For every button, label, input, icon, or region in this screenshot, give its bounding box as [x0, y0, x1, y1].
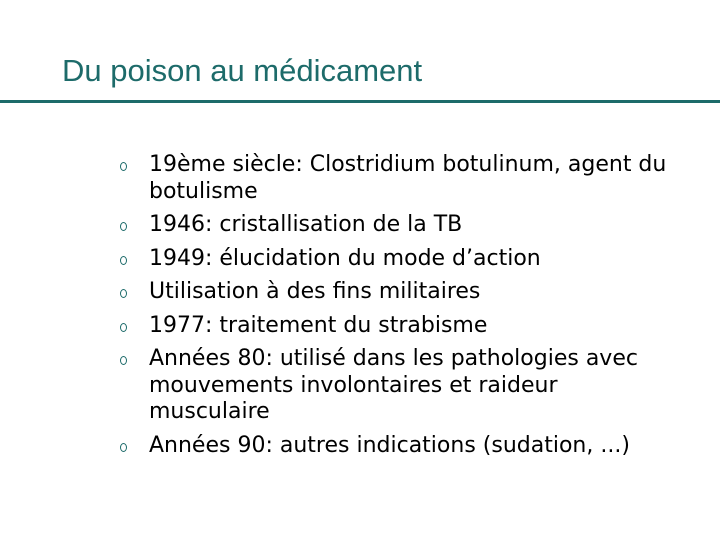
bullet-item: [120, 279, 680, 306]
bullet-list: [120, 152, 680, 466]
bullet-text: 1949: élucidation du mode d’action: [149, 245, 541, 271]
hollow-circle-icon: [120, 256, 127, 265]
bullet-text: 1946: cristallisation de la TB: [149, 212, 463, 237]
bullet-item: [120, 212, 680, 239]
title-underline: [0, 100, 720, 103]
hollow-circle-icon: [120, 289, 127, 298]
bullet-item: [120, 346, 680, 426]
slide-title: Du poison au médicament: [62, 53, 423, 88]
bullet-text: 19ème siècle: Clostridium botulinum, agent du botulisme: [149, 152, 667, 204]
bullet-item: [120, 313, 680, 340]
bullet-text: Années 80: utilisé dans les pathologies avec mouvements involontaires et raideur musculaire: [149, 346, 638, 424]
bullet-item: [120, 433, 680, 460]
bullet-text: Années 90: autres indications (sudation, ...): [149, 432, 630, 458]
bullet-item: [120, 246, 680, 273]
hollow-circle-icon: [120, 356, 127, 365]
hollow-circle-icon: [120, 162, 127, 171]
bullet-item: [120, 152, 680, 205]
hollow-circle-icon: [120, 443, 127, 452]
bullet-text: 1977: traitement du strabisme: [149, 312, 488, 338]
hollow-circle-icon: [120, 222, 127, 231]
hollow-circle-icon: [120, 323, 127, 332]
bullet-text: Utilisation à des fins militaires: [149, 279, 481, 304]
